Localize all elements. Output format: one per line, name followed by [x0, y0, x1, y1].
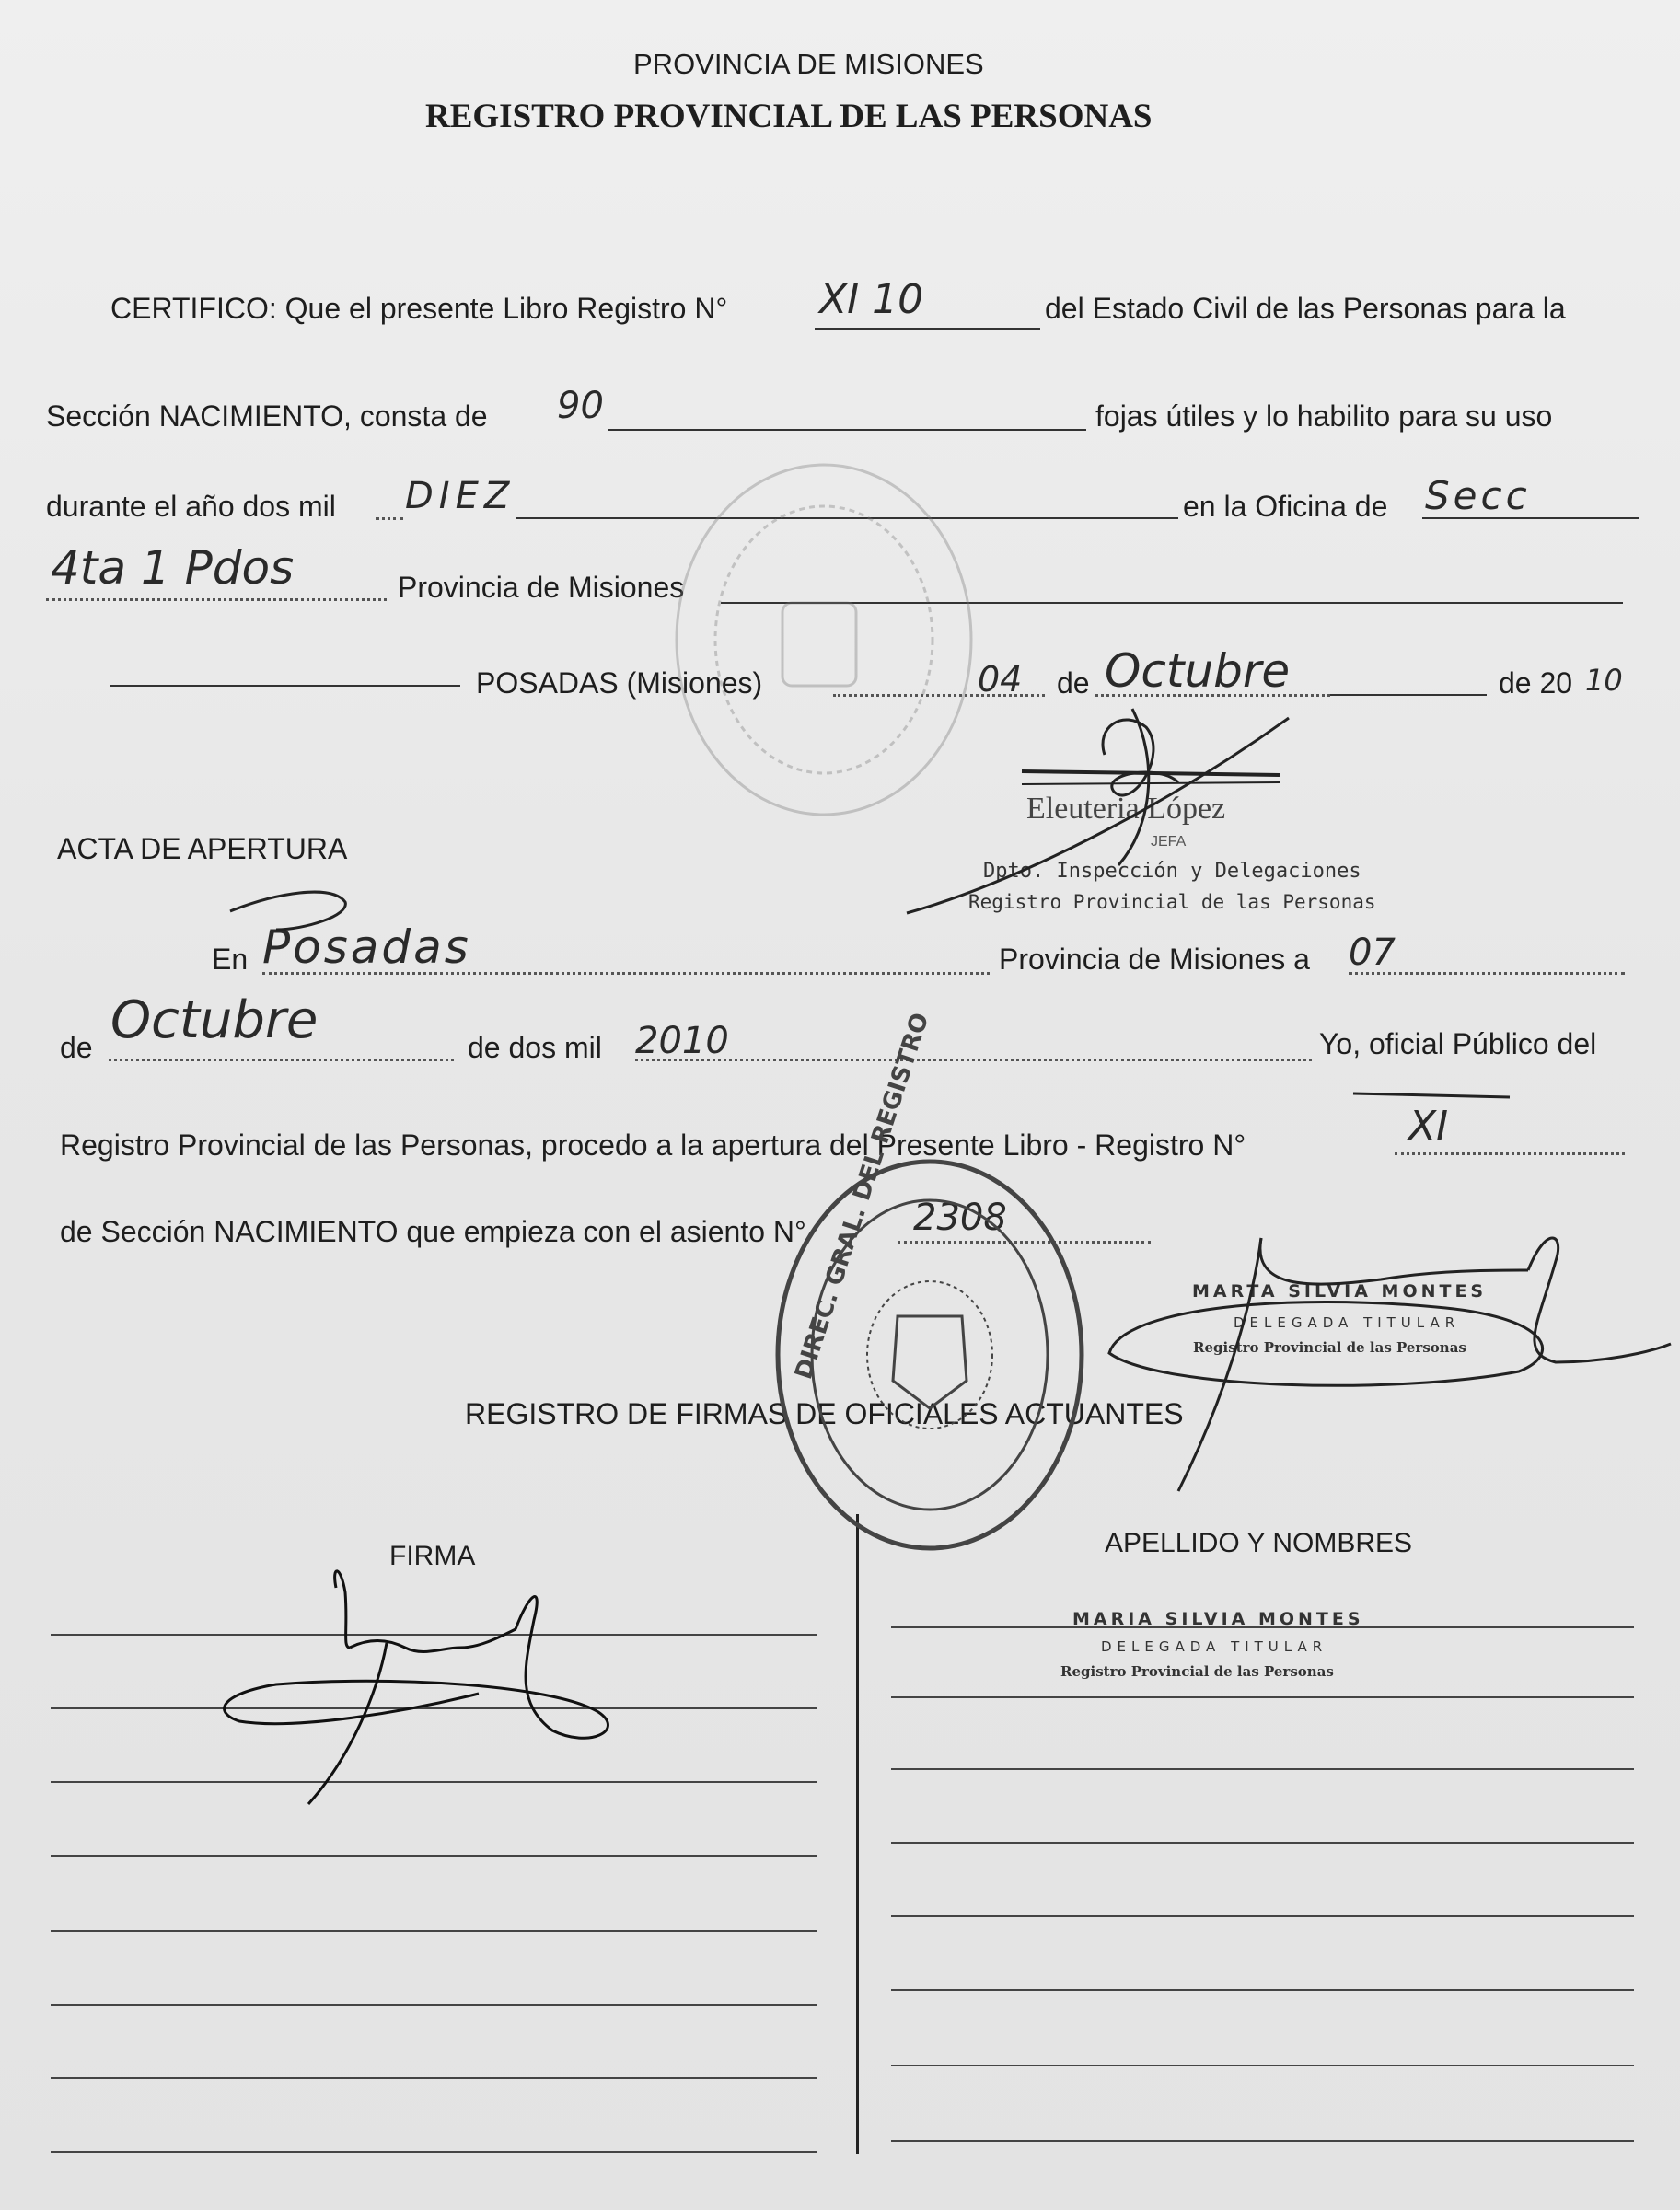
nombres-column-header: APELLIDO Y NOMBRES	[1105, 1528, 1413, 1558]
day-handwritten: 04	[978, 659, 1023, 700]
acta-dos-mil: de dos mil	[468, 1031, 602, 1064]
certificate-line3-prefix: durante el año dos mil	[46, 490, 336, 523]
lower-stamp-registry: Registro Provincial de las Personas	[1193, 1339, 1466, 1356]
book-number-handwritten: XI 10	[819, 276, 924, 323]
acta-year-handwritten: 2010	[635, 1020, 729, 1062]
city-label: POSADAS (Misiones)	[476, 666, 763, 700]
upper-stamp-name: Eleuteria López	[1026, 792, 1226, 826]
office-handwritten-2: 4ta 1 Pdos	[51, 541, 295, 595]
acta-de-label: de	[60, 1031, 93, 1064]
certificate-line3-mid: en la Oficina de	[1183, 490, 1388, 523]
entry-registry-stamp: Registro Provincial de las Personas	[1060, 1663, 1334, 1680]
lower-stamp-name: MARTA SILVIA MONTES	[1192, 1281, 1488, 1302]
acta-asiento-handwritten: 2308	[913, 1197, 1007, 1239]
acta-en-label: En	[212, 943, 249, 976]
acta-yo-text: Yo, oficial Público del	[1319, 1027, 1597, 1060]
acta-place-handwritten: Posadas	[262, 920, 471, 974]
firma-signature	[225, 1571, 608, 1804]
entry-name-stamp: MARIA SILVIA MONTES	[1072, 1609, 1364, 1629]
upper-stamp-dept: Dpto. Inspección y Delegaciones	[983, 860, 1361, 883]
upper-signature	[907, 709, 1289, 913]
firma-column-header: FIRMA	[389, 1541, 476, 1571]
entry-role-stamp: DELEGADA TITULAR	[1101, 1638, 1328, 1655]
upper-stamp-registry: Registro Provincial de las Personas	[968, 891, 1376, 913]
registry-heading: REGISTRO PROVINCIAL DE LAS PERSONAS	[425, 98, 1153, 135]
de-label-2: de 20	[1499, 666, 1573, 700]
signatures-title: REGISTRO DE FIRMAS DE OFICIALES ACTUANTES	[465, 1397, 1184, 1430]
acta-book-overline	[1353, 1093, 1510, 1097]
year-word-handwritten: DIEZ	[405, 475, 516, 517]
round-seal-text: DIREC. GRAL. DEL REGISTRO	[790, 1009, 935, 1383]
acta-day-handwritten: 07	[1349, 931, 1396, 974]
certificate-line2-prefix: Sección NACIMIENTO, consta de	[46, 399, 488, 433]
certificate-line1-suffix: del Estado Civil de las Personas para la	[1045, 292, 1566, 325]
certificate-line1-prefix: CERTIFICO: Que el presente Libro Registro N°	[110, 292, 728, 325]
office-handwritten-1: Secc	[1425, 473, 1531, 518]
acta-province-text: Provincia de Misiones a	[999, 943, 1310, 976]
province-heading: PROVINCIA DE MISIONES	[633, 48, 984, 80]
acta-book-handwritten: XI	[1408, 1103, 1449, 1150]
de-label-1: de	[1057, 666, 1090, 700]
acta-line4: de Sección NACIMIENTO que empieza con el asiento N°	[60, 1215, 806, 1248]
acta-line3: Registro Provincial de las Personas, procedo a la apertura del Presente Libro - Registro N°	[60, 1128, 1246, 1162]
upper-stamp-role: JEFA	[1151, 834, 1187, 850]
faint-round-seal	[677, 465, 971, 815]
lower-stamp-signature	[1109, 1238, 1671, 1491]
month-handwritten: Octubre	[1105, 644, 1291, 698]
acta-place-flourish	[230, 892, 345, 930]
certificate-line2-suffix: fojas útiles y lo habilito para su uso	[1095, 399, 1553, 433]
lower-stamp-role: DELEGADA TITULAR	[1234, 1314, 1461, 1331]
acta-month-handwritten: Octubre	[110, 990, 319, 1050]
folios-handwritten: 90	[557, 385, 604, 427]
year-suffix-handwritten: 10	[1585, 663, 1623, 698]
acta-title: ACTA DE APERTURA	[57, 832, 348, 865]
certificate-line4-suffix: Provincia de Misiones	[398, 571, 685, 604]
